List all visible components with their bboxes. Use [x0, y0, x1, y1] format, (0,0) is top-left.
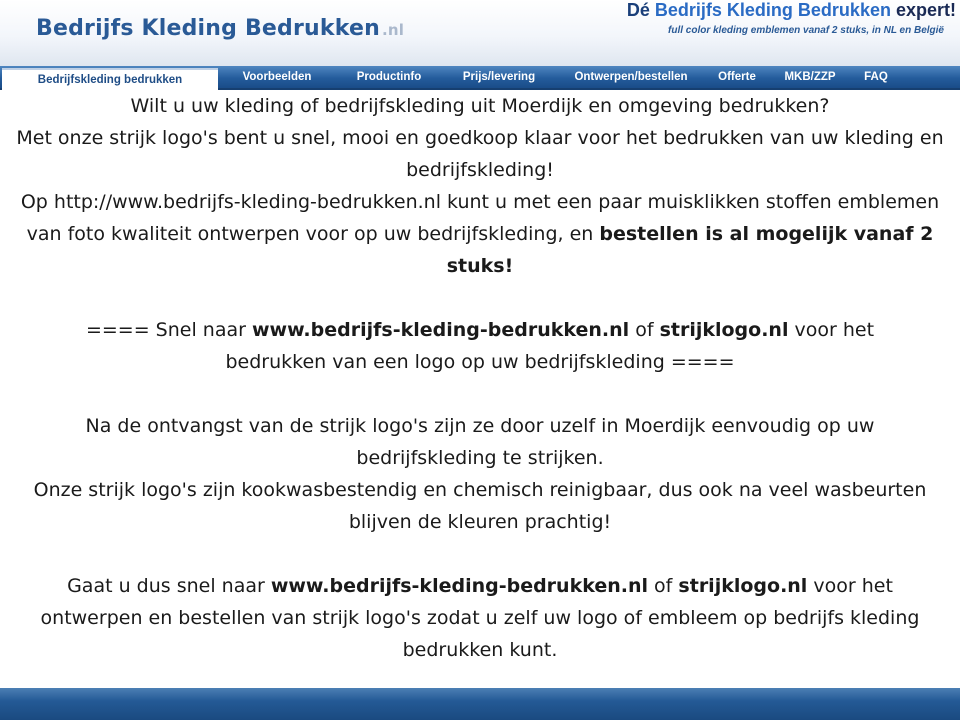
header-subtagline: full color kleding emblemen vanaf 2 stuks, in NL en België: [668, 25, 944, 36]
quick-link-prefix: ==== Snel naar: [85, 319, 252, 341]
final-or: of: [648, 575, 679, 597]
ironing-paragraph: Na de ontvangst van de strijk logo's zijn ze door uzelf in Moerdijk eenvoudig op uw bedrijfskleding te strijken.: [85, 415, 875, 469]
final-prefix: Gaat u dus snel naar: [67, 575, 271, 597]
site-paragraph: [0, 186, 960, 282]
main-content: [0, 90, 960, 688]
nav-tab-ontwerpen-bestellen[interactable]: Ontwerpen/bestellen: [574, 71, 688, 83]
quick-link-strijklogo[interactable]: strijklogo.nl: [659, 319, 789, 341]
nav-tab-faq[interactable]: FAQ: [864, 71, 888, 83]
footer-bar: [0, 688, 960, 720]
nav-tab-voorbeelden[interactable]: Voorbeelden: [242, 71, 312, 83]
final-suffix: voor het ontwerpen en bestellen van strijk logo's zodat u zelf uw logo of embleem op bedrijfs kleding bedrukken kunt.: [40, 575, 920, 661]
nav-tab-mkb-zzp[interactable]: MKB/ZZP: [784, 71, 836, 83]
quick-link-or: of: [629, 319, 660, 341]
tagline-brand: Bedrijfs Kleding Bedrukken: [654, 0, 891, 20]
header-tagline: [627, 0, 956, 21]
washing-paragraph: Onze strijk logo's zijn kookwasbestendig en chemisch reinigbaar, dus ook na veel wasbeurten blijven de kleuren prachtig!: [33, 479, 927, 533]
site-logo[interactable]: [36, 16, 404, 41]
nav-tab-prijs-levering[interactable]: Prijs/levering: [462, 71, 536, 83]
quick-link-paragraph: [0, 314, 960, 378]
tagline-pre: Dé: [626, 0, 655, 20]
site-logo-suffix: .nl: [381, 21, 405, 39]
order-highlight: bestellen is al mogelijk vanaf 2 stuks!: [446, 223, 934, 277]
nav-tab-offerte[interactable]: Offerte: [718, 71, 756, 83]
main-navigation: [0, 66, 960, 90]
quick-link-website[interactable]: www.bedrijfs-kleding-bedrukken.nl: [251, 319, 630, 341]
intro-paragraph: Met onze strijk logo's bent u snel, mooi en goedkoop klaar voor het bedrukken van uw kleding en bedrijfskleding!: [16, 127, 944, 181]
quick-link-suffix: voor het bedrukken van een logo op uw bedrijfskleding ====: [225, 319, 875, 373]
site-header: [0, 0, 960, 66]
final-link-website[interactable]: www.bedrijfs-kleding-bedrukken.nl: [270, 575, 649, 597]
tagline-post: expert!: [890, 0, 956, 20]
final-link-strijklogo[interactable]: strijklogo.nl: [678, 575, 808, 597]
site-logo-text: Bedrijfs Kleding Bedrukken: [36, 16, 380, 41]
nav-tab-productinfo[interactable]: Productinfo: [356, 71, 422, 83]
site-text: Op http://www.bedrijfs-kleding-bedrukken.nl kunt u met een paar muisklikken stoffen emblemen van foto kwaliteit ontwerpen voor op uw bedrijfskleding, en: [20, 191, 940, 245]
nav-tab-bedrijfskleding-bedrukken[interactable]: Bedrijfskleding bedrukken: [2, 68, 218, 90]
final-paragraph: [0, 570, 960, 666]
intro-question: Wilt u uw kleding of bedrijfskleding uit Moerdijk en omgeving bedrukken?: [130, 95, 830, 117]
